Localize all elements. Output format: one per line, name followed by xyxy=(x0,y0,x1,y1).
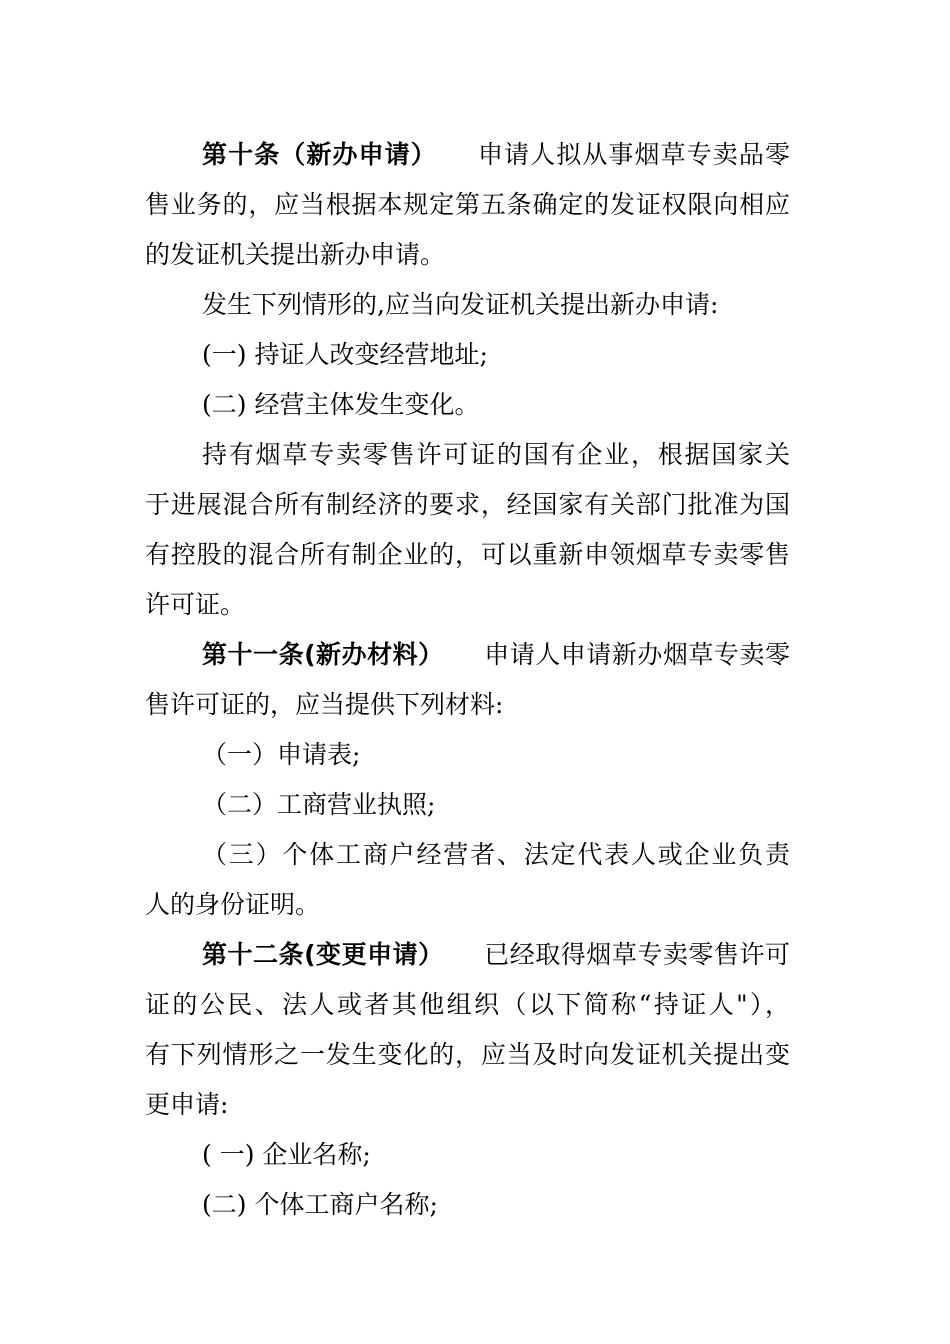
list-item-entity-change: (二) 经营主体发生变化。 xyxy=(202,390,480,419)
article-11-line-1 xyxy=(202,639,790,671)
paragraph-soe-line-2: 于进展混合所有制经济的要求，经国家有关部门批准为国 xyxy=(145,490,790,519)
paragraph-new-application-cases: 发生下列情形的,应当向发证机关提出新办申请: xyxy=(202,290,719,319)
article-12-text: 已经取得烟草专卖零售许可 xyxy=(483,940,790,969)
article-11-heading: 第十一条(新办材料） xyxy=(202,640,444,669)
article-10-heading: 第十条（新办申请） xyxy=(202,140,437,169)
list-item-identity-proof-line-2: 人的身份证明。 xyxy=(145,890,321,919)
list-item-identity-proof-line-1: （三）个体工商户经营者、法定代表人或企业负责 xyxy=(202,840,790,869)
article-11-text: 申请人申请新办烟草专卖零 xyxy=(483,640,790,669)
list-item-company-name: ( 一) 企业名称; xyxy=(202,1140,371,1169)
article-10-line-3: 的发证机关提出新办申请。 xyxy=(145,240,446,269)
article-12-line-1 xyxy=(202,939,790,971)
article-11-line-2: 售许可证的，应当提供下列材料: xyxy=(145,690,504,719)
paragraph-soe-line-3: 有控股的混合所有制企业的，可以重新申领烟草专卖零售 xyxy=(145,540,790,569)
list-item-address-change: (一) 持证人改变经营地址; xyxy=(202,340,488,369)
article-12-line-3: 有下列情形之一发生变化的，应当及时向发证机关提出变 xyxy=(145,1040,790,1069)
list-item-individual-business-name: (二) 个体工商户名称; xyxy=(202,1190,438,1219)
article-10-line-1 xyxy=(202,139,790,171)
article-12-heading: 第十二条(变更申请） xyxy=(202,940,444,969)
paragraph-soe-line-1: 持有烟草专卖零售许可证的国有企业，根据国家关 xyxy=(202,440,790,469)
list-item-business-license: （二）工商营业执照; xyxy=(202,790,436,819)
article-12-line-4: 更申请: xyxy=(145,1090,229,1119)
paragraph-soe-line-4: 许可证。 xyxy=(145,590,246,619)
list-item-application-form: （一）申请表; xyxy=(202,740,361,769)
article-12-line-2: 证的公民、法人或者其他组织（以下简称“持证人"）， xyxy=(145,990,790,1019)
article-10-text: 申请人拟从事烟草专卖品零 xyxy=(476,140,790,169)
article-10-line-2: 售业务的，应当根据本规定第五条确定的发证权限向相应 xyxy=(145,190,790,219)
